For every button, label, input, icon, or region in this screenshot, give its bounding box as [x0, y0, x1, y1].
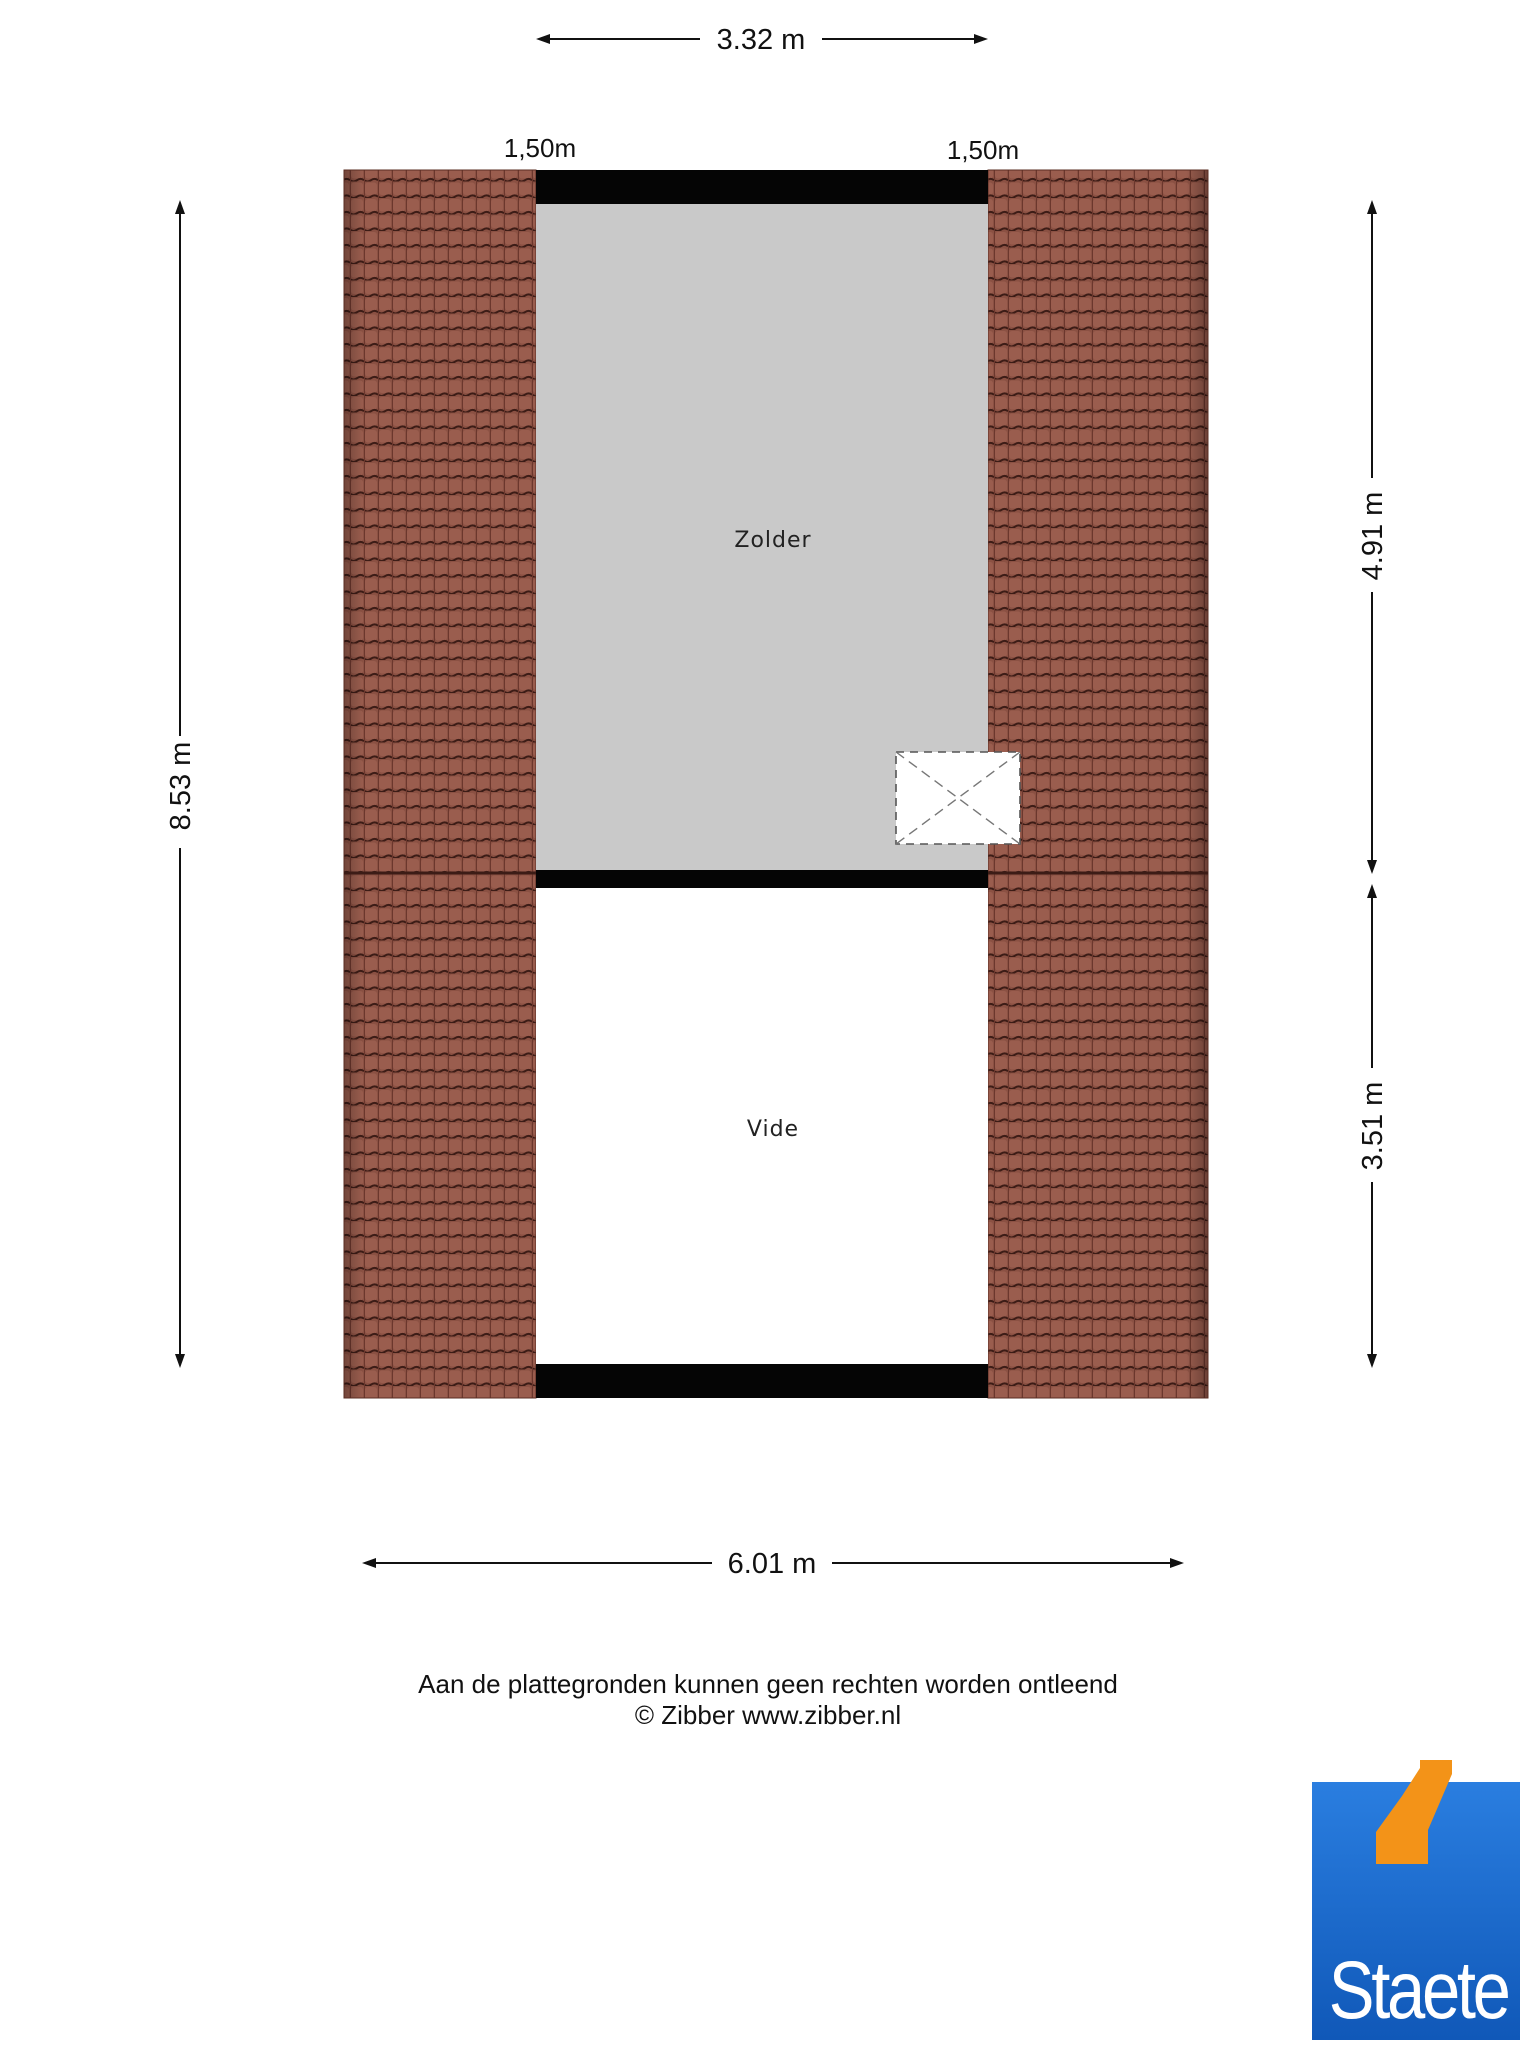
- wall-middle: [536, 870, 988, 888]
- left-eave-label: 1,50m: [503, 133, 577, 163]
- dimension-bottom-width: [362, 1548, 1184, 1580]
- disclaimer-text: Aan de plattegronden kunnen geen rechten worden ontleend: [418, 1669, 1118, 1699]
- logo-text: Staete: [1328, 1945, 1508, 2036]
- dimension-total-length: [165, 200, 197, 1368]
- dimension-top-width: [536, 24, 988, 56]
- wall-top: [536, 170, 988, 204]
- room-label-zolder: Zolder: [734, 528, 812, 553]
- staete-logo: [1312, 1760, 1520, 2040]
- bottom-width-label: 6.01 m: [727, 1548, 817, 1580]
- total-length-label: 8.53 m: [165, 741, 197, 831]
- roof-right: [988, 170, 1208, 1398]
- dimension-zolder-length: [1357, 200, 1389, 874]
- stair-hatch: [896, 752, 1020, 844]
- roof-left: [344, 170, 536, 1398]
- room-label-vide: Vide: [746, 1117, 800, 1142]
- right-eave-label: 1,50m: [946, 135, 1020, 165]
- copyright-text: © Zibber www.zibber.nl: [634, 1700, 902, 1730]
- zolder-length-label: 4.91 m: [1357, 491, 1389, 581]
- wall-bottom: [536, 1364, 988, 1398]
- vide-length-label: 3.51 m: [1357, 1081, 1389, 1171]
- dimension-vide-length: [1357, 884, 1389, 1368]
- top-width-label: 3.32 m: [716, 24, 806, 56]
